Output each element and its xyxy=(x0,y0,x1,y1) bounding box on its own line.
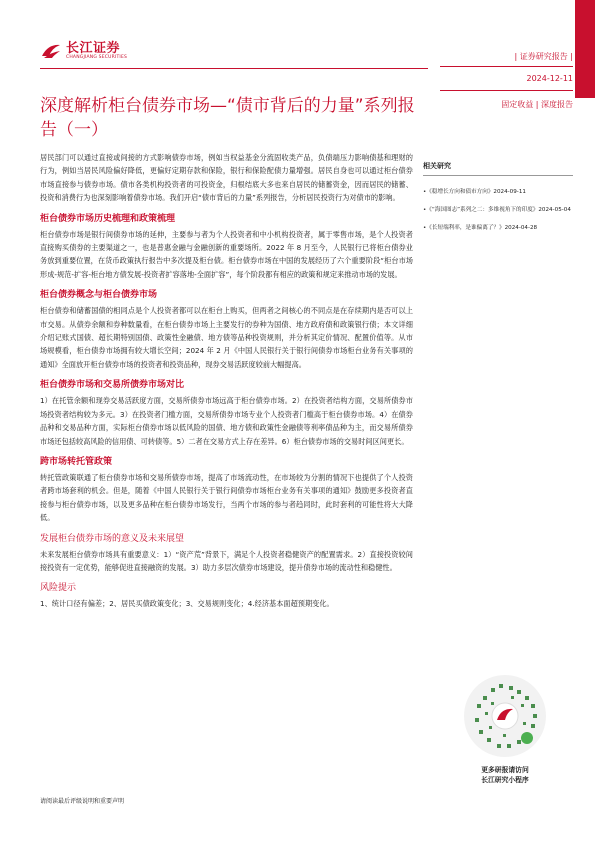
related-research-link[interactable]: •《长短端利率，是谁偏离了？》2024-04-28 xyxy=(423,225,538,231)
qr-caption-line: 更多研报请访问 xyxy=(481,766,529,774)
section-heading: 跨市场转托管政策 xyxy=(40,456,113,467)
brand-color-bar xyxy=(575,0,595,98)
section-heading: 柜台债券概念与柜台债券市场 xyxy=(40,290,158,301)
related-research xyxy=(423,161,573,240)
qr-caption-line: 长江研究小程序 xyxy=(481,776,529,784)
report-title: 深度解析柜台债券市场—“债市背后的力量”系列报告（一） xyxy=(40,96,415,140)
qr-caption xyxy=(440,765,570,785)
mini-program-qr-icon[interactable] xyxy=(463,674,547,758)
section-paragraph: 柜台债券市场是银行间债券市场的延伸，主要参与者为个人投资者和中小机构投资者，属于零售市场，是个人投资者直接购买债券的主要渠道之一，也是普惠金融与金融创新的重要场所。2022 年 8 月至今，人民银行已将柜台债券业务放到重要位置，在货币政策执行报告中多次提及柜台债。柜台债券市场在中国的发展经历了六个重要阶段“柜台市场形成-规范-扩容-柜台地方债发展-投资者扩容落地-全面扩容”，每个阶段都有相应的政策和规定来推动市场的发展。 xyxy=(40,229,413,279)
header-divider xyxy=(40,68,428,69)
section-paragraph: 柜台债券和储蓄国债的相同点是个人投资者都可以在柜台上购买，但两者之间核心的不同点是在存续期内是否可以上市交易。从债券余额和券种数量看，在柜台债券市场上主要发行的券种为国债、地方政府债和政策银行债；本文详细介绍记账式国债、超长期特别国债、政策性金融债、地方债等品种投资规则，并分析其定价情况、配置价值等。从市场规模看，柜台债券市场拥有较大增长空间；2024 年 2 月《中国人民银行关于银行间债券市场柜台业务有关事项的通知》全面放开柜台债券市场的投资者和投资品种，现券交易活跃度较前大幅提高。 xyxy=(40,306,413,369)
company-logo xyxy=(40,42,127,61)
report-date: 2024-12-11 xyxy=(526,74,573,83)
related-research-heading: 相关研究 xyxy=(423,161,573,176)
section-heading: 发展柜台债券市场的意义及未来展望 xyxy=(40,533,185,544)
logo-english-name: CHANGJIANG SECURITIES xyxy=(66,55,128,60)
meta-divider xyxy=(440,90,573,91)
section-paragraph: 1）在托管余额和现券交易活跃度方面，交易所债券市场远高于柜台债券市场。2）在投资者结构方面，交易所债券市场投资者结构较为多元。3）在投资者门槛方面，交易所债券市场专业个人投资者门槛高于柜台债券市场。4）在债券品种和交易品种方面，实际柜台债券市场以低风险的国债、地方债和政策性金融债等利率债品种为主，而交易所债券市场还包括较高风险的信用债、可转债等。5）二者在交易方式上存在差异。6）柜台债券市场的交易时间区间更长。 xyxy=(40,396,413,446)
section-heading: 柜台债券市场历史梳理和政策梳理 xyxy=(40,213,176,224)
main-content xyxy=(40,151,413,611)
related-research-link[interactable]: •《稳增长方向和债市方向》2024-09-11 xyxy=(423,189,526,195)
section-paragraph: 未来发展柜台债券市场具有重要意义：1）“资产荒”背景下，满足个人投资者稳健资产的配置需求。2）直接投资较间接投资有一定优势，能够促进直接融资的发展。3）助力多层次债券市场建设，提升债券市场的流动性和稳健性。 xyxy=(40,549,413,572)
intro-paragraph: 居民部门可以通过直接或间接的方式影响债券市场，例如当权益基金分流固收类产品，负债端压力影响债基和理财的行为，例如当居民风险偏好降低，更偏好定期存款和保险，银行和保险配债力量增强。居民自身也可以通过柜台债券市场直接参与债券市场。债市各类机构投资者的可投资金，归根结底大多也来自居民的储蓄资金，因而居民的储蓄、投资和消费行为也深刻影响着债券市场。我们开启“债市背后的力量”系列报告，分析居民投资行为对债市的影响。 xyxy=(40,153,413,203)
footer-disclaimer: 请阅读最后评级说明和重要声明 xyxy=(40,798,125,805)
logo-icon xyxy=(40,42,62,60)
meta-divider xyxy=(440,66,573,67)
section-heading: 柜台债券市场和交易所债券市场对比 xyxy=(40,380,185,391)
section-paragraph: 1、统计口径有偏差；2、居民买债政策变化；3、交易规则变化；4.经济基本面超预期变化。 xyxy=(40,599,334,609)
report-type: | 证券研究报告 | xyxy=(514,52,573,61)
related-research-link[interactable]: •《“海国图志”系列之二：多维视角下的印度》2024-05-04 xyxy=(423,207,571,213)
section-paragraph: 转托管政策联通了柜台债券市场和交易所债券市场，提高了市场流动性，在市场较为分割的情况下也提供了个人投资者跨市场套利的机会。但是，随着《中国人民银行关于银行间债券市场柜台业务有关事项的通知》鼓励更多投资者直接参与柜台债券市场，以及更多品种在柜台债券市场发行，当两个市场的参与者趋同时，此时套利的可能性将大大降低。 xyxy=(40,472,413,523)
logo-chinese-name: 长江证券 xyxy=(66,41,121,56)
report-category: 固定收益 | 深度报告 xyxy=(501,100,573,109)
section-heading: 风险提示 xyxy=(40,583,77,594)
